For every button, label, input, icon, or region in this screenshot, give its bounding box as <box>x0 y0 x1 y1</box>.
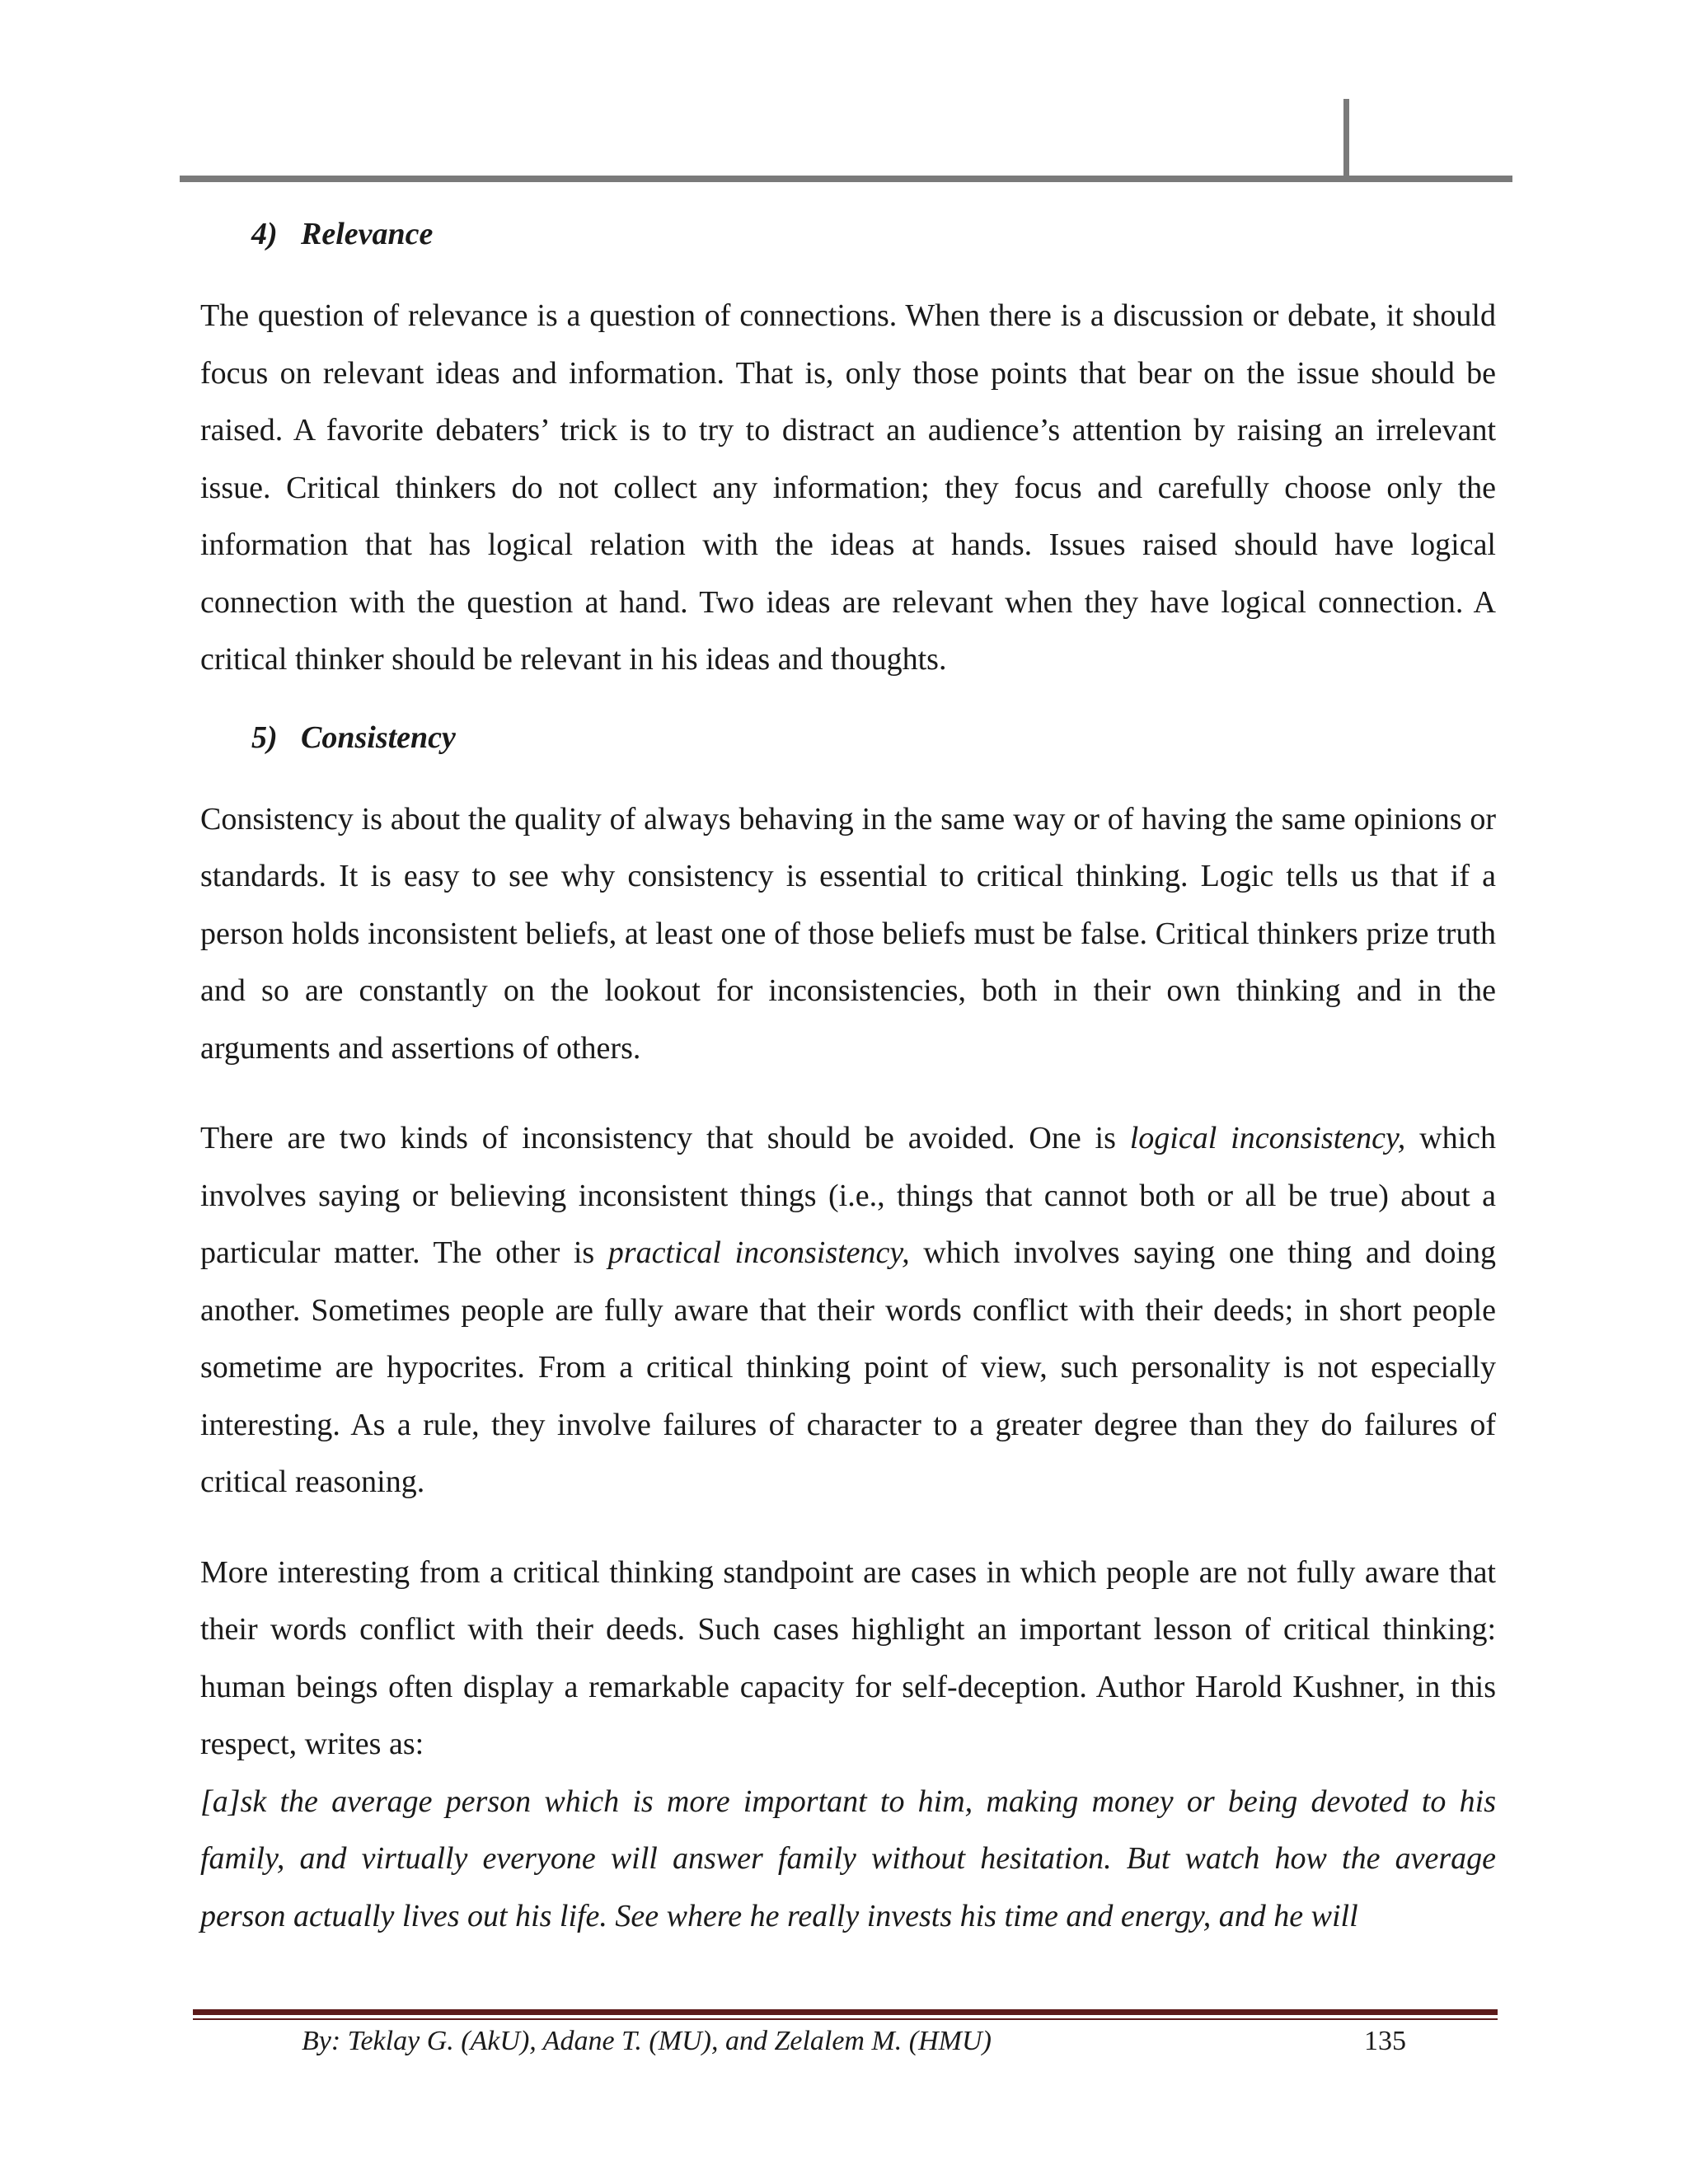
consistency-paragraph-2 <box>200 1110 1496 1511</box>
paragraph-text: which involves saying or believing inconsistent things (i.e., things that cannot both or all be true) about a particular matter. The other is <box>200 1121 1496 1270</box>
page-number: 135 <box>1364 2026 1406 2056</box>
section-number: 4) <box>251 217 278 251</box>
header-vertical-rule <box>1343 99 1349 180</box>
emphasized-term: practical inconsistency, <box>607 1235 910 1270</box>
relevance-paragraph: The question of relevance is a question of connections. When there is a discussion or debate, it should focus on relevant ideas and information. That is, only those points that bear on the issue should be raised. A favorite debaters’ trick is to try to distract an audience’s attention by raising an irrelevant issue. Critical thinkers do not collect any information; they focus and carefully choose only the information that has logical relation with the ideas at hands. Issues raised should have logical connection with the question at hand. Two ideas are relevant when they have logical connection. A critical thinker should be relevant in his ideas and thoughts. <box>200 298 1496 677</box>
header-rule <box>180 176 1512 182</box>
footer-authors: By: Teklay G. (AkU), Adane T. (MU), and Zelalem M. (HMU) <box>302 2026 992 2056</box>
paragraph-text: which involves saying one thing and doing another. Sometimes people are fully aware that their words conflict with their deeds; in short people sometime are hypocrites. From a critical thinking point of view, such personality is not especially interesting. As a rule, they involve failures of character to a greater degree than they do failures of critical reasoning. <box>200 1235 1497 1499</box>
section-title: Relevance <box>301 217 434 251</box>
emphasized-term: logical inconsistency, <box>1129 1121 1406 1155</box>
section-heading-consistency <box>251 719 1496 771</box>
consistency-paragraph-1: Consistency is about the quality of always behaving in the same way or of having the same opinions or standards. It is easy to see why consistency is essential to critical thinking. Logic tells us that if a person holds inconsistent beliefs, at least one of those beliefs must be false. Critical thinkers prize truth and so are constantly on the lookout for inconsistencies, both in their own thinking and in the arguments and assertions of others. <box>200 801 1496 1066</box>
section-number: 5) <box>251 719 278 755</box>
paragraph-text: There are two kinds of inconsistency that should be avoided. One is <box>200 1121 1130 1155</box>
section-heading-relevance <box>251 218 1496 268</box>
block-quote: [a]sk the average person which is more important to him, making money or being devoted to his family, and virtually everyone will answer family without hesitation. But watch how the average person actually lives out his life. See where he really invests his time and energy, and he will <box>200 1783 1496 1933</box>
consistency-paragraph-3: More interesting from a critical thinking standpoint are cases in which people are not fully aware that their words conflict with their deeds. Such cases highlight an important lesson of critical thinking: human beings often display a remarkable capacity for self-deception. Author Harold Kushner, in this respect, writes as: <box>200 1554 1496 1761</box>
footer-rule <box>193 2009 1498 2015</box>
footer-rule-thin <box>193 2018 1498 2020</box>
page-content <box>200 210 1496 1945</box>
page-footer <box>302 2021 1406 2062</box>
section-title: Consistency <box>301 719 456 755</box>
